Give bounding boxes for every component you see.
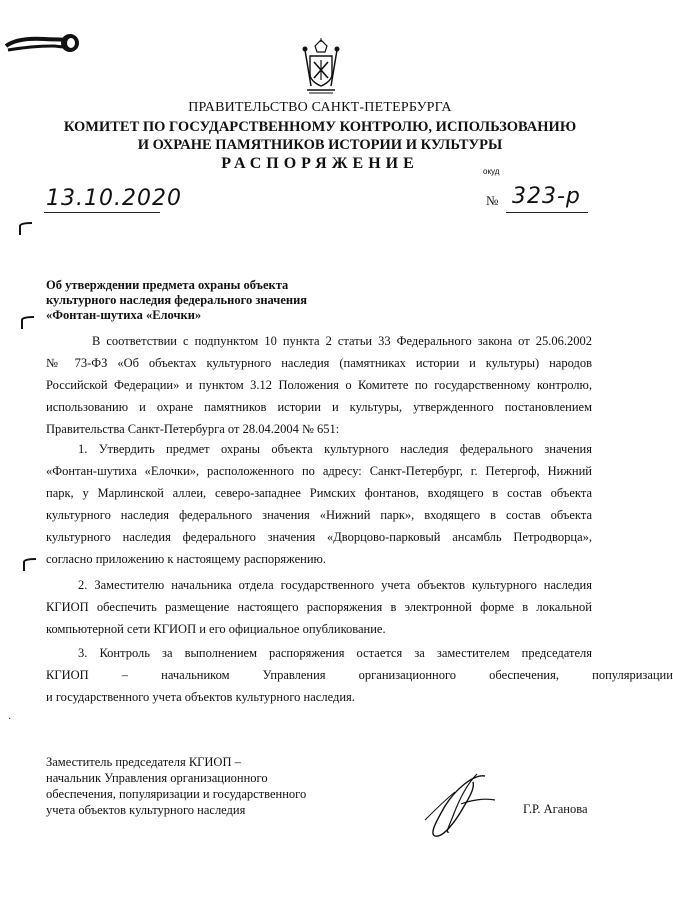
signatory-position-line: обеспечения, популяризации и государственного	[46, 787, 307, 801]
paragraph-line: 3. Контроль за выполнением распоряжения остается за заместителем председателя	[78, 646, 592, 660]
subject-line: культурного наследия федерального значения	[46, 293, 308, 307]
handwritten-signature	[415, 770, 503, 844]
signatory-name: Г.Р. Аганова	[523, 802, 588, 816]
signatory-position-line: учета объектов культурного наследия	[46, 803, 246, 817]
paragraph-line: и государственного учета объектов культурного наследия.	[46, 690, 355, 704]
government-name: ПРАВИТЕЛЬСТВО САНКТ-ПЕТЕРБУРГА	[188, 100, 452, 115]
corner-bracket-mark	[20, 316, 36, 330]
signatory-position-line: Заместитель председателя КГИОП –	[46, 755, 241, 769]
handwritten-scribble-mark	[4, 30, 82, 56]
signatory-position-line: начальник Управления организационного	[46, 771, 268, 785]
paragraph-line: парк, у Марлинской аллеи, северо-западнее Римских фонтанов, входящего в состав объекта	[46, 486, 592, 500]
paragraph-line: Российской Федерации» и пунктом 3.12 Положения о Комитете по государственному контролю,	[46, 378, 592, 392]
paragraph-line: культурного наследия федерального значения «Нижний парк», входящего в состав объекта	[46, 508, 592, 522]
paragraph-intro	[46, 330, 592, 440]
order-subject	[46, 278, 307, 323]
paragraph-line: КГИОП – начальником Управления организационного обеспечения, популяризации	[46, 668, 673, 682]
paragraph-line: 1. Утвердить предмет охраны объекта культурного наследия федерального значения	[78, 442, 592, 456]
paragraph-item-2	[46, 574, 592, 640]
handwritten-order-number: 323-р	[512, 184, 581, 209]
number-label: №	[486, 193, 499, 208]
paragraph-line: КГИОП обеспечить размещение настоящего распоряжения в электронной форме в локальной	[46, 600, 592, 614]
paragraph-line: согласно приложению к настоящему распоряжению.	[46, 552, 327, 566]
committee-name-line2: И ОХРАНЕ ПАМЯТНИКОВ ИСТОРИИ И КУЛЬТУРЫ	[137, 137, 503, 153]
committee-name-line1: КОМИТЕТ ПО ГОСУДАРСТВЕННОМУ КОНТРОЛЮ, ИСПОЛЬЗОВАНИЮ	[63, 119, 577, 135]
paragraph-item-1	[46, 438, 592, 570]
paragraph-line: компьютерной сети КГИОП и его официальное опубликование.	[46, 622, 386, 636]
subject-line: Об утверждении предмета охраны объекта	[46, 278, 289, 292]
document-type-title: РАСПОРЯЖЕНИЕ	[221, 155, 419, 172]
saint-petersburg-coat-of-arms-emblem	[299, 38, 343, 96]
corner-bracket-mark	[18, 222, 34, 236]
paragraph-line: 2. Заместителю начальника отдела государственного учета объектов культурного наследия	[78, 578, 592, 592]
margin-tick-mark: ·	[8, 714, 12, 725]
paragraph-line: № 73-ФЗ «Об объектах культурного наследия (памятниках истории и культуры) народов	[46, 356, 592, 370]
paragraph-line: использованию и охране памятников истории и культуры, утвержденного постановлением	[46, 400, 592, 414]
okud-code-label: окуд	[483, 167, 500, 176]
paragraph-item-3	[46, 642, 673, 708]
paragraph-line: Правительства Санкт-Петербурга от 28.04.2004 № 651:	[46, 422, 340, 436]
date-underline	[44, 212, 160, 213]
number-underline	[506, 212, 588, 213]
paragraph-line: «Фонтан-шутиха «Елочки», расположенного по адресу: Санкт-Петербург, г. Петергоф, Нижний	[46, 464, 592, 478]
corner-bracket-mark	[22, 558, 38, 572]
signatory-position	[46, 754, 306, 818]
paragraph-line: В соответствии с подпунктом 10 пункта 2 статьи 33 Федерального закона от 25.06.2002	[92, 334, 592, 348]
subject-line: «Фонтан-шутиха «Елочки»	[46, 308, 202, 322]
handwritten-date: 13.10.2020	[46, 186, 182, 211]
paragraph-line: культурного наследия федерального значения «Дворцово-парковый ансамбль Петродворца»,	[46, 530, 592, 544]
